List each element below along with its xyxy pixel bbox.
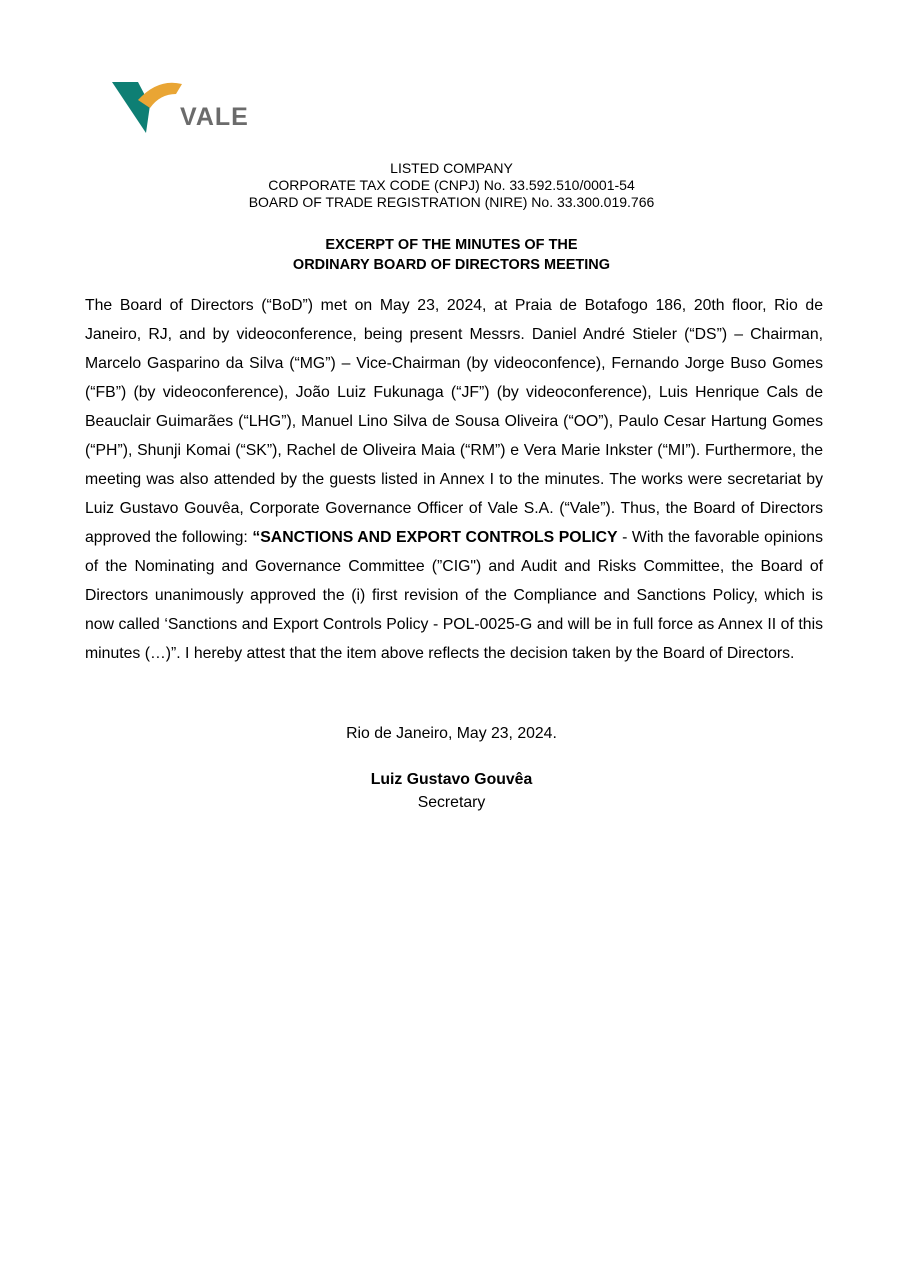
header-listed-company: LISTED COMPANY xyxy=(390,160,513,176)
vale-logo-icon xyxy=(110,78,255,136)
paragraph-intro: The Board of Directors (“BoD”) met on May 23, 2024, at Praia de Botafogo 186, 20th floor, Rio de Janeiro, RJ, and by videoconference, being present Messrs. Daniel André Stieler (“DS”) – Chairman, Marcelo Gasparino da Silva (“MG”) – Vice-Chairman (by videoconfence), Fernando Jorge Buso Gomes (“FB”) (by videoconference), João Luiz Fukunaga (“JF”) (by videoconference), Luis Henrique Cals de Beauclair Guimarães (“LHG”), Manuel Lino Silva de Sousa Oliveira (“OO”), Paulo Cesar Hartung Gomes (“PH”), Shunji Komai (“SK”), Rachel de Oliveira Maia (“RM”) e Vera Marie Inkster (“MI”). Furthermore, the meeting was also attended by the guests listed in Annex I to the minutes. The works were secretariat by Luiz Gustavo Gouvêa, Corporate Governance Officer of Vale S.A. (“Vale”). Thus, the Board of Directors approved the following: xyxy=(85,297,823,546)
place-and-date: Rio de Janeiro, May 23, 2024. xyxy=(346,725,557,742)
minutes-paragraph xyxy=(85,291,823,668)
paragraph-bold-item: “SANCTIONS AND EXPORT CONTROLS POLICY xyxy=(252,529,618,546)
header-nire: BOARD OF TRADE REGISTRATION (NIRE) No. 33.300.019.766 xyxy=(248,194,655,210)
signer-role: Secretary xyxy=(417,794,486,811)
title-line-1: EXCERPT OF THE MINUTES OF THE xyxy=(325,237,578,253)
logo-wordmark: VALE xyxy=(180,103,249,131)
title-line-2: ORDINARY BOARD OF DIRECTORS MEETING xyxy=(292,256,611,273)
signer-name: Luiz Gustavo Gouvêa xyxy=(370,771,533,788)
document-title xyxy=(0,236,903,275)
header-cnpj: CORPORATE TAX CODE (CNPJ) No. 33.592.510/0001-54 xyxy=(268,177,635,193)
paragraph-rest: - With the favorable opinions of the Nominating and Governance Committee (”CIG") and Audit and Risks Committee, the Board of Directors unanimously approved the (i) first revision of the Compliance and Sanctions Policy, which is now called ‘Sanctions and Export Controls Policy - POL-0025-G and will be in full force as Annex II of this minutes (…)”. I hereby attest that the item above reflects the decision taken by the Board of Directors. xyxy=(85,529,823,662)
company-header xyxy=(0,160,903,211)
vale-logo xyxy=(110,78,255,136)
